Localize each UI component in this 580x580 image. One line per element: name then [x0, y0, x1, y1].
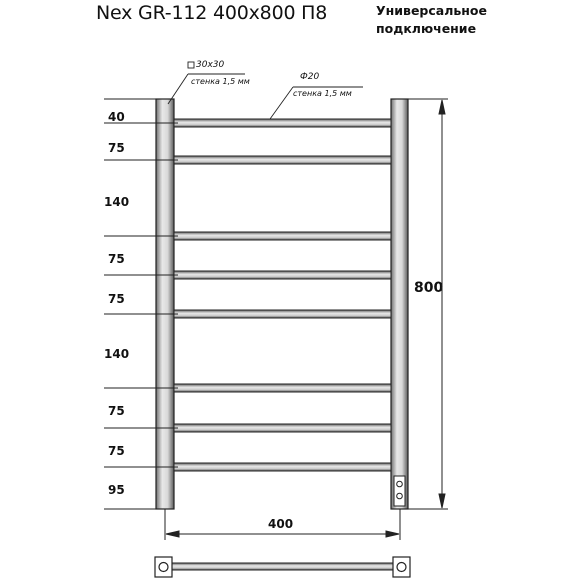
interval-label: 75 [108, 252, 125, 266]
total-width-dimension [165, 509, 400, 540]
interval-label: 140 [104, 347, 130, 361]
interval-label: 75 [108, 141, 125, 155]
interval-label: 75 [108, 404, 125, 418]
crossbar [174, 310, 391, 318]
crossbar [174, 463, 391, 471]
crossbar [174, 384, 391, 392]
crossbar [174, 156, 391, 164]
profile-wall-label: стенка 1,5 мм [191, 77, 250, 86]
connection-line-2: подключение [376, 21, 477, 36]
right-post [391, 99, 408, 509]
profile-size-label: 30x30 [196, 60, 225, 70]
crossbar-diameter-label: Ф20 [300, 72, 320, 82]
crossbar-leader-line [270, 87, 363, 119]
connection-line-1: Универсальное [376, 3, 487, 18]
crossbar [174, 424, 391, 432]
total-height-label: 800 [414, 280, 444, 296]
total-width-label: 400 [268, 517, 294, 531]
interval-label: 75 [108, 292, 125, 306]
interval-label: 40 [108, 110, 125, 124]
crossbar-wall-label: стенка 1,5 мм [293, 89, 352, 98]
diagram-title: Nex GR-112 400x800 П8 [96, 2, 328, 24]
interval-label: 140 [104, 195, 130, 209]
crossbar [174, 232, 391, 240]
crossbar [174, 119, 391, 127]
crossbar [174, 271, 391, 279]
interval-label: 95 [108, 483, 125, 497]
connection-fitting-icon [394, 476, 405, 506]
profile-leader-line [168, 62, 245, 104]
total-height-dimension [408, 99, 448, 509]
crossbars [174, 119, 391, 471]
top-view [155, 557, 410, 577]
interval-label: 75 [108, 444, 125, 458]
